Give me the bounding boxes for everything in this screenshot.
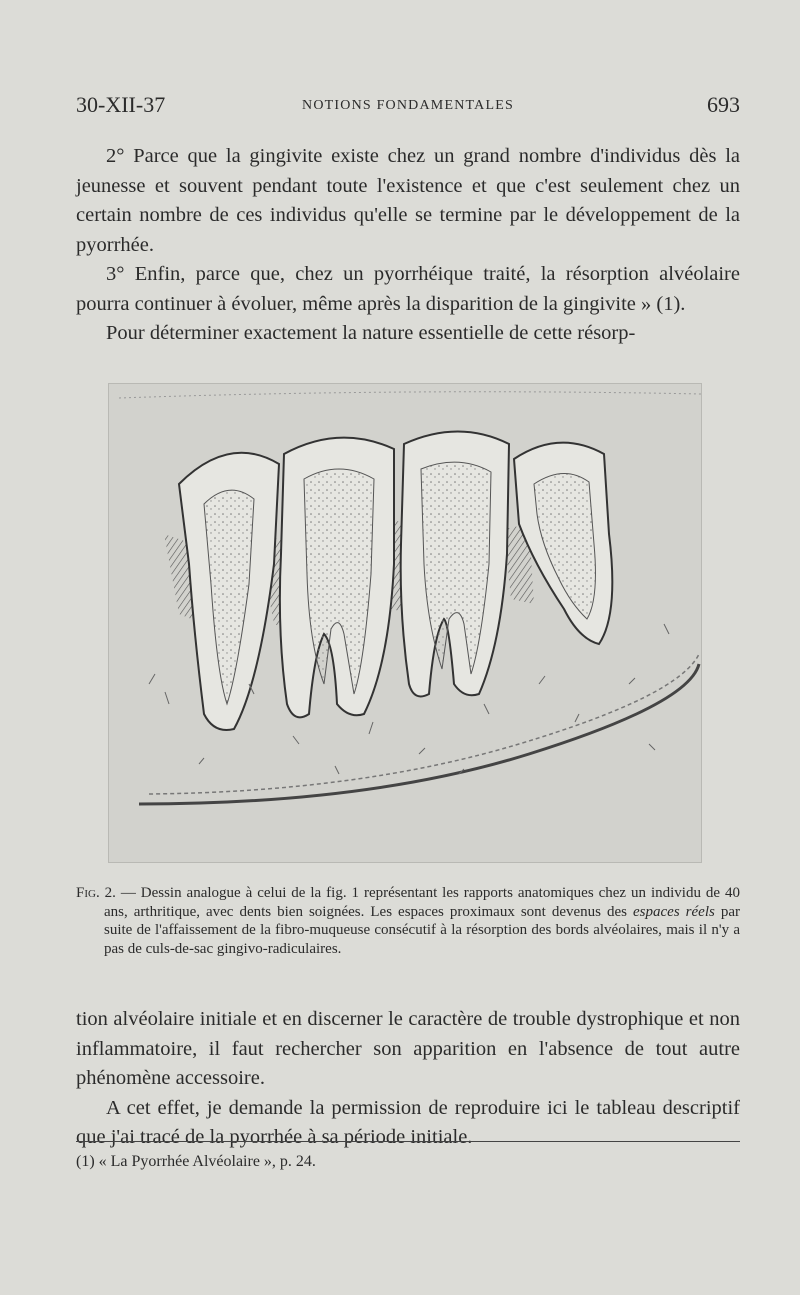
- figure-caption: [76, 884, 740, 958]
- footnote-divider: [76, 1141, 740, 1142]
- teeth-drawing: [109, 384, 701, 862]
- paragraph: A cet effet, je demande la permission de reproduire ici le tableau descriptif que j'ai tracé de la pyorrhée à sa période initiale.: [76, 1096, 740, 1148]
- header-title: NOTIONS FONDAMENTALES: [302, 98, 514, 113]
- dental-illustration: [108, 383, 702, 863]
- paragraph: Pour déterminer exactement la nature essentielle de cette résorp-: [106, 322, 636, 344]
- header-date: 30-XII-37: [76, 92, 166, 117]
- page-number: 693: [707, 92, 740, 117]
- paragraph: tion alvéolaire initiale et en discerner le caractère de trouble dystrophique et non inflammatoire, il faut rechercher son apparition en l'absence de tout autre phénomène accessoire.: [76, 1008, 740, 1089]
- caption-label: Fig. 2.: [76, 885, 116, 901]
- body-text-top: [76, 142, 740, 349]
- body-text-bottom: [76, 1005, 740, 1153]
- caption-text-end: par suite de l'affaissement de la fibro-muqueuse consécutif à la résorption des bords alvéolaires, mais il n'y a pas de culs-de-sac gingivo-radiculaires.: [104, 903, 740, 957]
- paragraph: 3° Enfin, parce que, chez un pyorrhéique traité, la résorption alvéolaire pourra continuer à évoluer, même après la disparition de la gingivite » (1).: [76, 263, 740, 315]
- caption-emphasis: espaces réels: [633, 903, 715, 920]
- footnote: (1) « La Pyorrhée Alvéolaire », p. 24.: [76, 1153, 316, 1170]
- paragraph: 2° Parce que la gingivite existe chez un grand nombre d'individus dès la jeunesse et souvent pendant toute l'existence et que c'est seulement chez un certain nombre de ces individus qu'elle se termine par le développement de la pyorrhée.: [76, 145, 740, 256]
- caption-text: — Dessin analogue à celui de la fig. 1 représentant les rapports anatomiques chez un individu de 40 ans, arthritique, avec dents bien soignées. Les espaces proximaux sont devenus des: [104, 885, 740, 920]
- running-header: [76, 92, 740, 122]
